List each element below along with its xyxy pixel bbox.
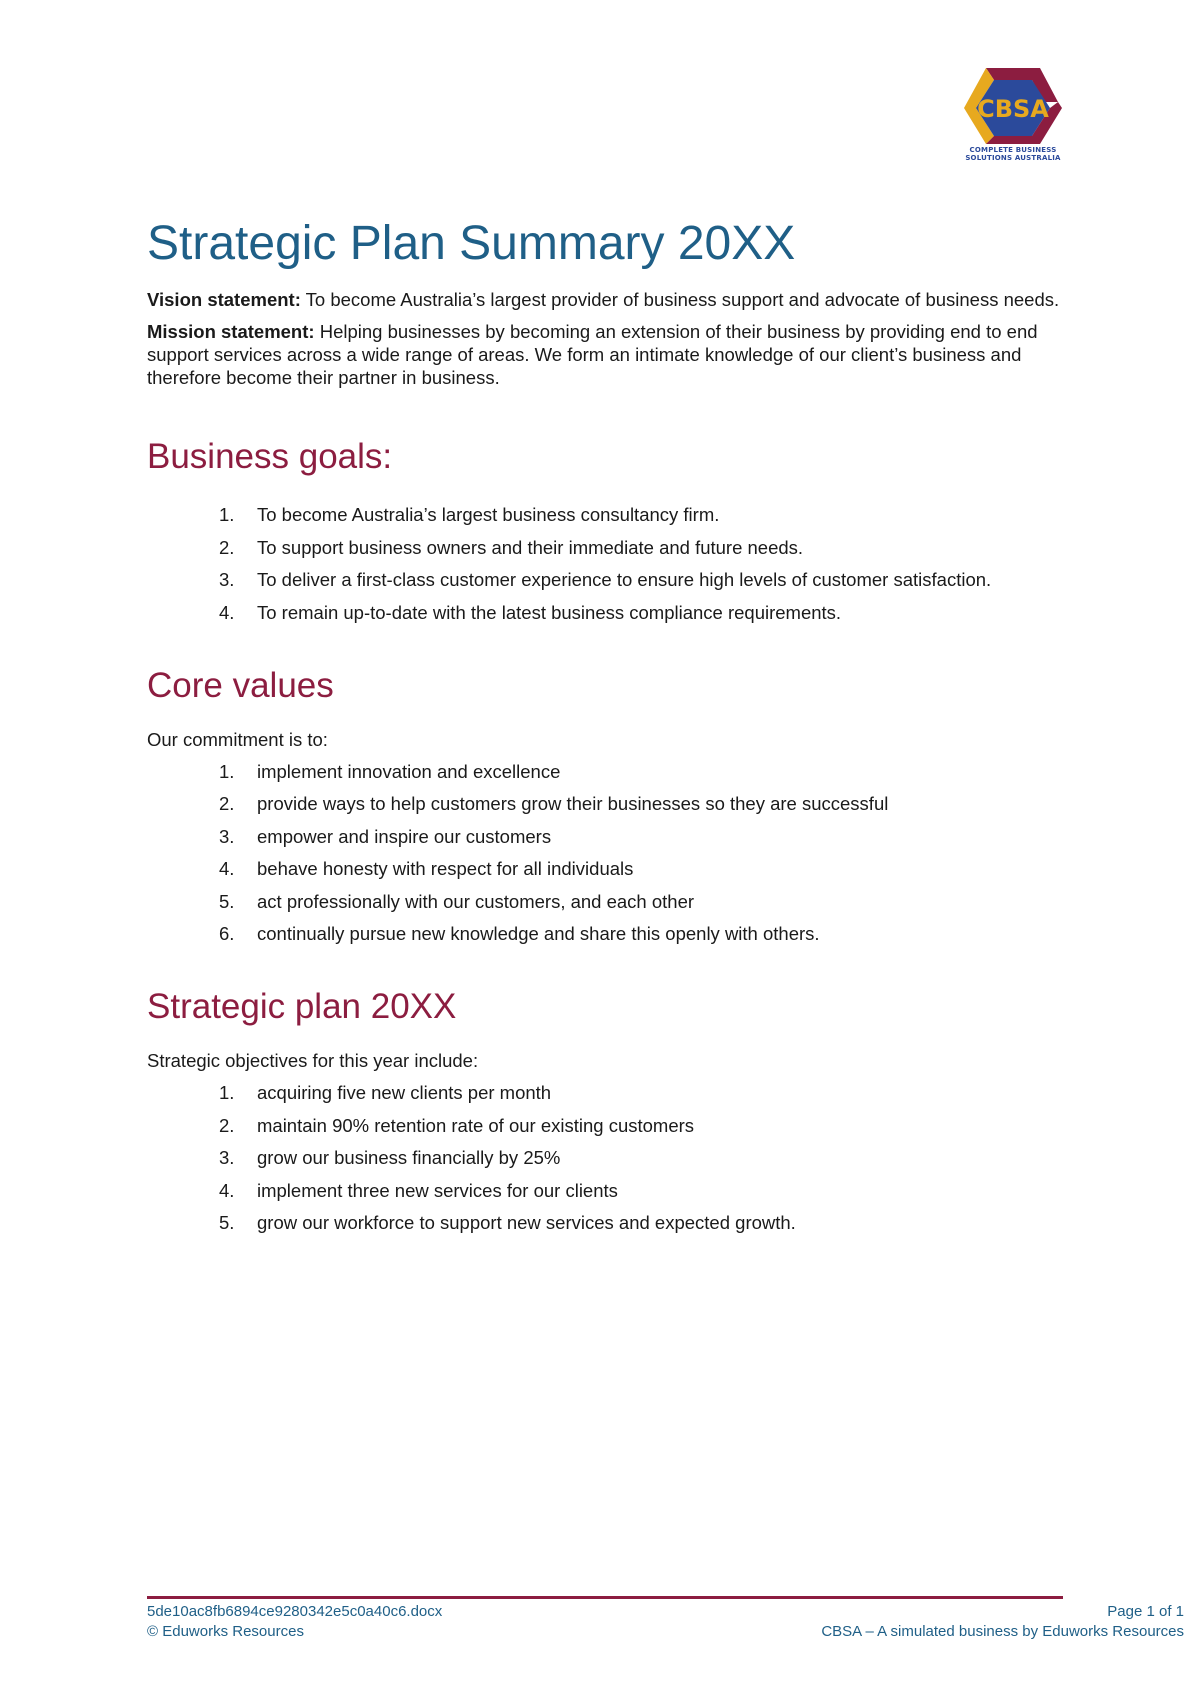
mission-statement (147, 320, 1067, 389)
list-number: 4. (219, 601, 235, 623)
list-item (147, 1146, 1067, 1169)
list-number: 3. (219, 1147, 235, 1168)
vision-label: Vision statement: (147, 289, 301, 310)
list-item (147, 1114, 1067, 1137)
list-text: To remain up-to-date with the latest business compliance requirements. (257, 601, 842, 623)
list-number: 2. (219, 536, 235, 558)
list-number: 3. (219, 569, 235, 590)
list-item (147, 503, 1067, 526)
logo-text: CBSA (977, 95, 1049, 123)
footer-page-number: Page 1 of 1 (1107, 1603, 1184, 1620)
core-values-heading: Core values (147, 665, 334, 705)
list-number: 4. (219, 858, 235, 879)
list-item (147, 1179, 1067, 1202)
strategic-plan-list (147, 1081, 1067, 1234)
list-text: continually pursue new knowledge and share this openly with others. (257, 923, 820, 944)
list-text: implement three new services for our clients (257, 1179, 618, 1201)
list-text: acquiring five new clients per month (257, 1082, 552, 1103)
list-text: provide ways to help customers grow their businesses so they are successful (257, 793, 889, 814)
list-item (147, 792, 1067, 815)
list-number: 3. (219, 825, 235, 847)
logo-subtitle (958, 146, 1068, 162)
footer-tagline: CBSA – A simulated business by Eduworks Resources (821, 1623, 1184, 1640)
list-number: 1. (219, 1082, 235, 1103)
list-number: 1. (219, 760, 235, 782)
list-item (147, 857, 1067, 880)
list-text: act professionally with our customers, and each other (257, 890, 695, 912)
strategic-plan-heading: Strategic plan 20XX (147, 987, 457, 1026)
list-text: behave honesty with respect for all individuals (257, 858, 634, 879)
list-text: maintain 90% retention rate of our existing customers (257, 1114, 695, 1136)
page-title: Strategic Plan Summary 20XX (147, 217, 796, 270)
list-item (147, 890, 1067, 913)
cbsa-hexagon-logo-icon (958, 64, 1068, 146)
list-item (147, 760, 1067, 783)
list-number: 1. (219, 504, 235, 525)
list-text: To become Australia’s largest business consultancy firm. (257, 504, 720, 525)
footer-copyright: © Eduworks Resources (147, 1623, 304, 1640)
list-item (147, 1211, 1067, 1234)
list-number: 5. (219, 1212, 235, 1233)
list-text: empower and inspire our customers (257, 825, 552, 847)
list-item (147, 601, 1067, 624)
list-item (147, 536, 1067, 559)
list-number: 6. (219, 923, 235, 944)
footer-filename: 5de10ac8fb6894ce9280342e5c0a40c6.docx (147, 1603, 443, 1620)
cbsa-logo (958, 64, 1068, 168)
list-item (147, 825, 1067, 848)
vision-statement (147, 288, 1067, 311)
list-item (147, 1081, 1067, 1104)
list-item (147, 922, 1067, 945)
page-footer (147, 1602, 1184, 1642)
logo-subtitle-line-2: SOLUTIONS AUSTRALIA (965, 154, 1061, 162)
document-body (147, 214, 1067, 1244)
list-text: grow our workforce to support new services and expected growth. (257, 1212, 796, 1233)
list-text: To deliver a first-class customer experience to ensure high levels of customer satisfaction. (257, 569, 992, 590)
core-values-list (147, 760, 1067, 946)
mission-label: Mission statement: (147, 321, 315, 342)
list-text: implement innovation and excellence (257, 760, 561, 782)
footer-divider (147, 1596, 1063, 1599)
list-number: 2. (219, 793, 235, 814)
vision-text: To become Australia’s largest provider of business support and advocate of business needs. (300, 289, 1060, 310)
business-goals-list (147, 503, 1067, 624)
list-number: 5. (219, 890, 235, 912)
list-text: To support business owners and their immediate and future needs. (257, 536, 804, 558)
list-item (147, 568, 1067, 591)
strategic-plan-lead: Strategic objectives for this year include: (147, 1050, 479, 1071)
list-number: 2. (219, 1114, 235, 1136)
list-number: 4. (219, 1179, 235, 1201)
list-text: grow our business financially by 25% (257, 1147, 561, 1168)
mission-text: Helping businesses by becoming an extension of their business by providing end to end support services across a wide range of areas. We form an intimate knowledge of our client’s business and therefore become their partner in business. (147, 321, 1038, 388)
logo-subtitle-line-1: COMPLETE BUSINESS (969, 146, 1057, 154)
business-goals-heading: Business goals: (147, 437, 393, 476)
core-values-lead: Our commitment is to: (147, 728, 328, 750)
